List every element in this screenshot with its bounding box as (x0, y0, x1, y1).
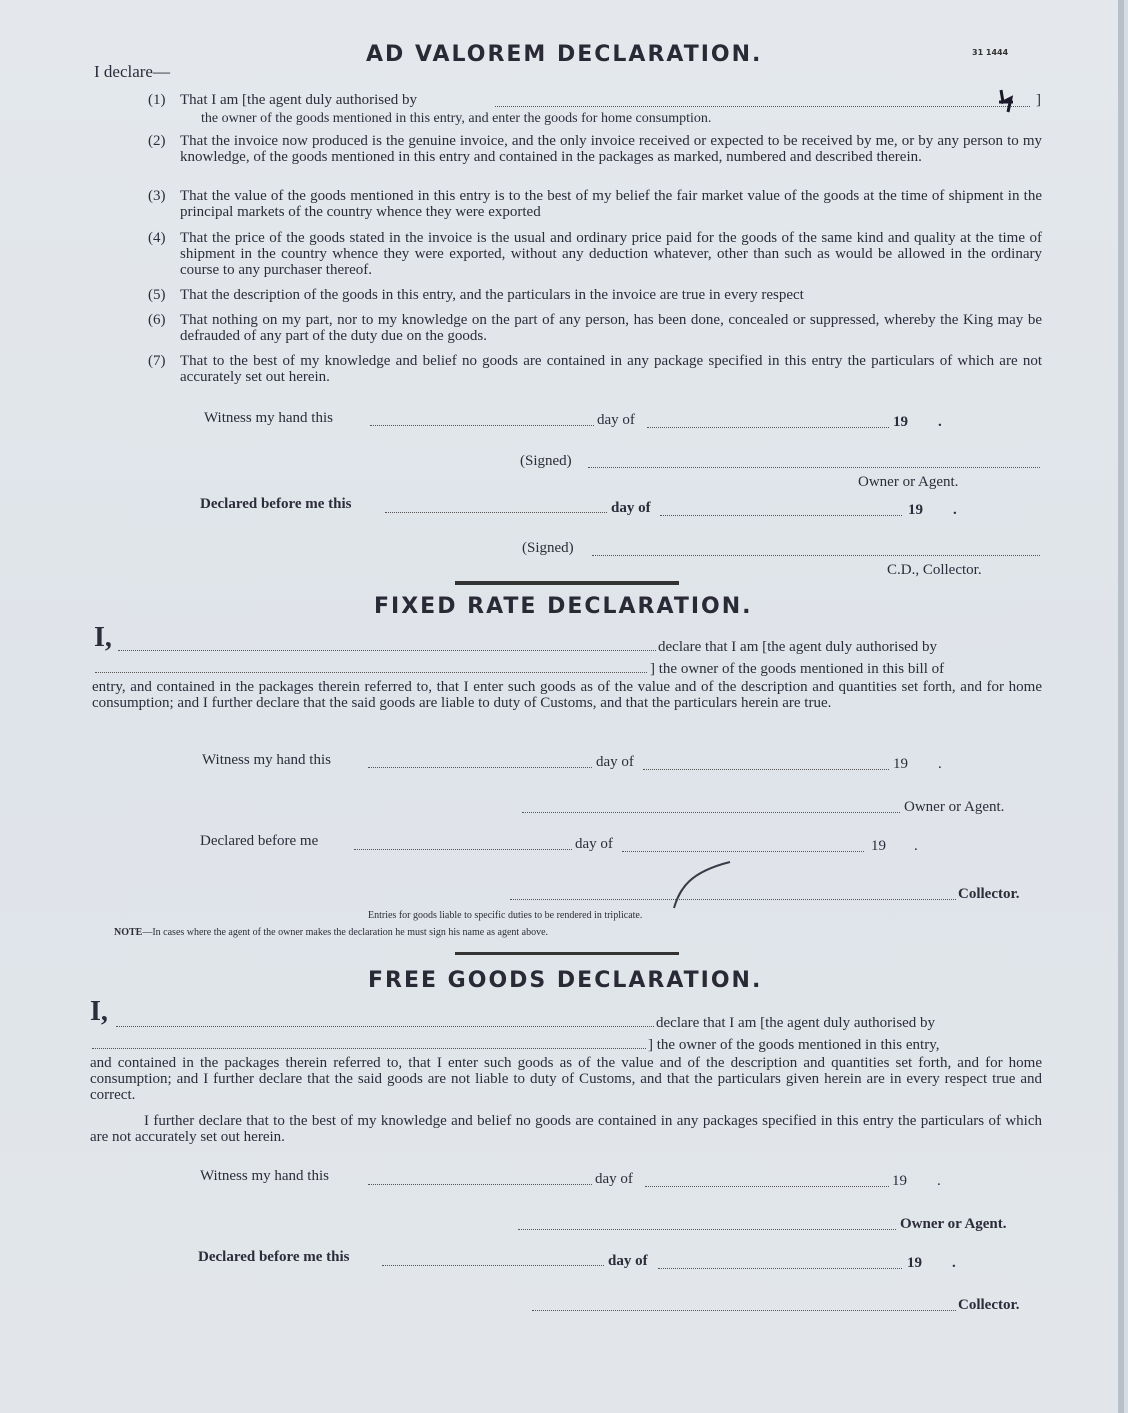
fr-owner-blank[interactable] (95, 672, 647, 673)
clause-6: (6) That nothing on my part, nor to my knowledge on the part of any person, has been done, concealed or suppressed, whereby the King may be defrauded of any part of the duty due on the goods. (148, 312, 1042, 344)
section-divider (455, 581, 679, 585)
fg-owner-agent-label: Owner or Agent. (900, 1216, 1007, 1232)
av-declared-year: 19 (908, 502, 923, 518)
fg-declared-period: . (952, 1255, 956, 1271)
fr-declared-month-blank[interactable] (622, 851, 864, 852)
clause-1-blank[interactable] (495, 106, 1030, 107)
av-witness-day-blank[interactable] (370, 425, 594, 426)
form-number: 31 1444 (972, 48, 1009, 57)
av-declared-period: . (953, 502, 957, 518)
fg-line1-end: declare that I am [the agent duly authorised by (656, 1015, 936, 1031)
av-witness-dayof-label: day of (597, 412, 635, 428)
av-witness-period: . (938, 414, 942, 430)
fg-declared-label: Declared before me this (198, 1249, 350, 1265)
av-signed2-blank[interactable] (592, 555, 1040, 556)
fr-declared-day-blank[interactable] (354, 849, 572, 850)
fg-i-label: I, (90, 996, 108, 1027)
fr-owner-sign-blank[interactable] (522, 812, 900, 813)
fr-witness-day-blank[interactable] (368, 767, 592, 768)
fg-witness-label: Witness my hand this (200, 1168, 329, 1184)
fr-line2-end: ] the owner of the goods mentioned in this bill of (650, 661, 945, 677)
fg-witness-dayof-label: day of (595, 1171, 633, 1187)
fg-owner-blank[interactable] (92, 1048, 646, 1049)
clause-2: (2) That the invoice now produced is the genuine invoice, and the only invoice received or expected to be received by me, or by any person to my knowledge, of the goods mentioned in this entry and contained in the packages as marked, numbered and described therein. (148, 133, 1042, 165)
i-declare-heading: I declare— (94, 62, 170, 81)
fg-body2: I further declare that to the best of my knowledge and belief no goods are contained in any packages specified in this entry the particulars of which are not accurately set out herein. (90, 1113, 1042, 1145)
fr-declared-dayof-label: day of (575, 836, 613, 852)
fr-owner-agent-label: Owner or Agent. (904, 799, 1005, 815)
av-declared-label: Declared before me this (200, 496, 352, 512)
fr-witness-year: 19 (893, 756, 908, 772)
clause-1-bracket: ] (1036, 92, 1041, 108)
fg-collector-blank[interactable] (532, 1310, 956, 1311)
clause-1-line2: the owner of the goods mentioned in this entry, and enter the goods for home consumption. (201, 111, 712, 126)
av-signed-blank[interactable] (588, 467, 1040, 468)
av-signed2-label: (Signed) (522, 540, 574, 556)
pen-stroke-mark (668, 858, 734, 910)
clause-1-line1: That I am [the agent duly authorised by (180, 92, 418, 108)
fixed-rate-title: FIXED RATE DECLARATION. (374, 594, 753, 619)
av-signed-label: (Signed) (520, 453, 572, 469)
fr-declared-year: 19 (871, 838, 886, 854)
clause-1-number: (1) (148, 92, 166, 108)
fg-witness-year: 19 (892, 1173, 907, 1189)
av-declared-day-blank[interactable] (385, 512, 607, 513)
fr-line1-end: declare that I am [the agent duly authorised by (658, 639, 938, 655)
fg-owner-sign-blank[interactable] (518, 1229, 896, 1230)
fg-declared-month-blank[interactable] (658, 1268, 902, 1269)
fg-witness-day-blank[interactable] (368, 1184, 592, 1185)
fr-witness-month-blank[interactable] (643, 769, 889, 770)
fr-i-label: I, (94, 622, 112, 653)
clause-5: (5) That the description of the goods in this entry, and the particulars in the invoice are true in every respect (148, 287, 804, 303)
fr-declared-period: . (914, 838, 918, 854)
clause-4: (4) That the price of the goods stated in the invoice is the usual and ordinary price paid for the goods of the same kind and quality at the time of shipment in the country whence they were exported, without any deduction whatever, other than such as would be allowed in the ordinary course to any purchaser thereof. (148, 230, 1042, 278)
fg-line2-end: ] the owner of the goods mentioned in this entry, (648, 1037, 940, 1053)
fg-witness-month-blank[interactable] (645, 1186, 889, 1187)
fr-witness-label: Witness my hand this (202, 752, 331, 768)
fr-entries-note: Entries for goods liable to specific duties to be rendered in triplicate. (368, 910, 643, 921)
fg-declared-dayof-label: day of (608, 1253, 648, 1269)
av-collector-label: C.D., Collector. (887, 562, 982, 578)
fg-witness-period: . (937, 1173, 941, 1189)
fr-witness-period: . (938, 756, 942, 772)
fr-body: entry, and contained in the packages therein referred to, that I enter such goods as of the value and of the description and quantities set forth, and for home consumption; and I further declare that the said goods are liable to duty of Customs, and that the particulars herein are true. (92, 679, 1042, 711)
fr-note: NOTE—In cases where the agent of the owner makes the declaration he must sign his name as agent above. (114, 927, 549, 938)
fr-name-blank[interactable] (118, 650, 656, 651)
fg-name-blank[interactable] (116, 1026, 654, 1027)
fg-declared-day-blank[interactable] (382, 1265, 604, 1266)
av-declared-month-blank[interactable] (660, 515, 902, 516)
av-declared-dayof-label: day of (611, 500, 651, 516)
section-divider-2 (455, 952, 679, 955)
av-owner-agent-label: Owner or Agent. (858, 474, 959, 490)
handwritten-mark (995, 88, 1017, 116)
clause-3: (3) That the value of the goods mentioned in this entry is to the best of my belief the fair market value of the goods at the time of shipment in the principal markets of the country whence they were exported (148, 188, 1042, 220)
free-goods-title: FREE GOODS DECLARATION. (368, 968, 763, 993)
fg-body: and contained in the packages therein referred to, that I enter such goods as of the value and of the description and quantities set forth, and for home consumption; and I further declare that the said goods are not liable to duty of Customs, and that the particulars given herein are in every respect true and correct. (90, 1055, 1042, 1103)
fr-collector-label: Collector. (958, 886, 1020, 902)
av-witness-label: Witness my hand this (204, 410, 333, 426)
fg-collector-label: Collector. (958, 1297, 1020, 1313)
clause-7: (7) That to the best of my knowledge and belief no goods are contained in any package specified in this entry the particulars of which are not accurately set out herein. (148, 353, 1042, 385)
ad-valorem-title: AD VALOREM DECLARATION. (366, 42, 763, 67)
av-witness-year: 19 (893, 414, 908, 430)
fr-witness-dayof-label: day of (596, 754, 634, 770)
fg-declared-year: 19 (907, 1255, 922, 1271)
av-witness-month-blank[interactable] (647, 427, 889, 428)
fr-declared-label: Declared before me (200, 833, 319, 849)
